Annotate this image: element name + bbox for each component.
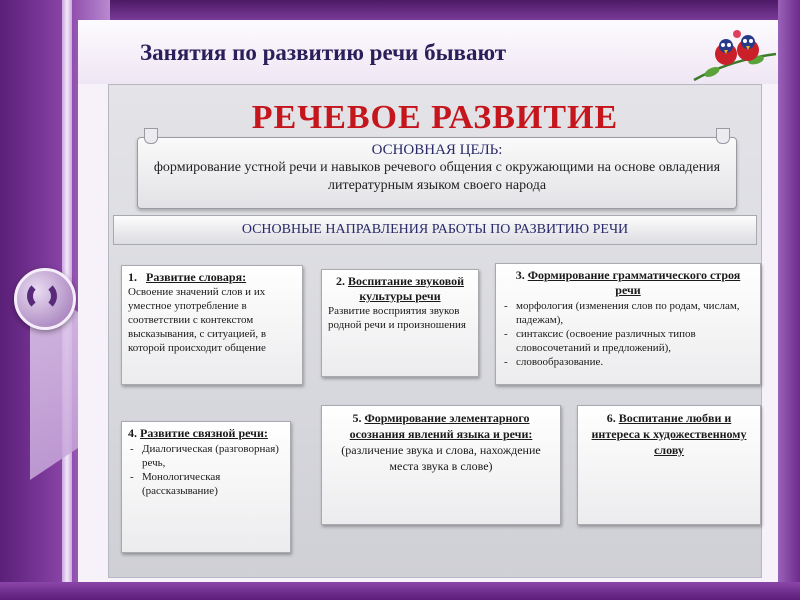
box-text: Освоение значений слов и их уместное употребление в соответствии с контекстом высказывания, с ситуацией, в которой происходит общение (128, 286, 267, 354)
goal-text: формирование устной речи и навыков речевого общения с окружающими на основе овладения литературным языком своего народа (153, 160, 721, 193)
frame-right (778, 0, 800, 600)
list-item: - словообразование. (502, 355, 754, 369)
nav-arrow (27, 281, 57, 311)
frame-bottom (0, 582, 800, 600)
scroll-curl-left (144, 128, 158, 144)
refresh-arrows-icon[interactable] (14, 268, 76, 330)
goal-label: ОСНОВНАЯ ЦЕЛЬ: (371, 142, 503, 158)
direction-box-love-of-words (577, 405, 761, 525)
frame-top (0, 0, 800, 20)
box-text: (различение звука и слова, нахождение места звука в слове) (341, 443, 541, 473)
list-item: - морфология (изменения слов по родам, числам, падежам), (502, 299, 754, 327)
direction-box-vocabulary (121, 265, 303, 385)
direction-box-language-awareness (321, 405, 561, 525)
list-item: - Монологическая (рассказывание) (128, 470, 284, 498)
box-title: 5. Формирование элементарного осознания явлений языка и речи: (349, 411, 533, 441)
slide (78, 20, 778, 582)
header-band (78, 20, 778, 84)
box-list (128, 442, 284, 498)
page-title: Занятия по развитию речи бывают (140, 40, 507, 65)
box-title: 6. Воспитание любви и интереса к художественному слову (591, 411, 747, 457)
direction-box-grammar (495, 263, 761, 385)
list-item: - Диалогическая (разговорная) речь, (128, 442, 284, 470)
direction-box-coherent-speech (121, 421, 291, 553)
box-title: 3. Формирование грамматического строя речи (515, 268, 741, 297)
list-item: - синтаксис (освоение различных типов словосочетаний и предложений), (502, 327, 754, 355)
scroll-curl-right (716, 128, 730, 144)
goal-banner (137, 137, 737, 209)
box-title: 1. Развитие словаря: (128, 270, 247, 284)
box-title: 2. Воспитание звуковой культуры речи (335, 274, 464, 303)
box-list (502, 299, 754, 369)
direction-box-sound-culture (321, 269, 479, 377)
birds-on-branch-icon (690, 24, 780, 88)
content-panel (108, 84, 762, 578)
box-text: Развитие восприятия звуков родной речи и произношения (328, 305, 466, 331)
main-heading: РЕЧЕВОЕ РАЗВИТИЕ (251, 99, 619, 136)
directions-header: ОСНОВНЫЕ НАПРАВЛЕНИЯ РАБОТЫ ПО РАЗВИТИЮ РЕЧИ (113, 215, 757, 245)
box-title: 4. Развитие связной речи: (128, 426, 268, 440)
